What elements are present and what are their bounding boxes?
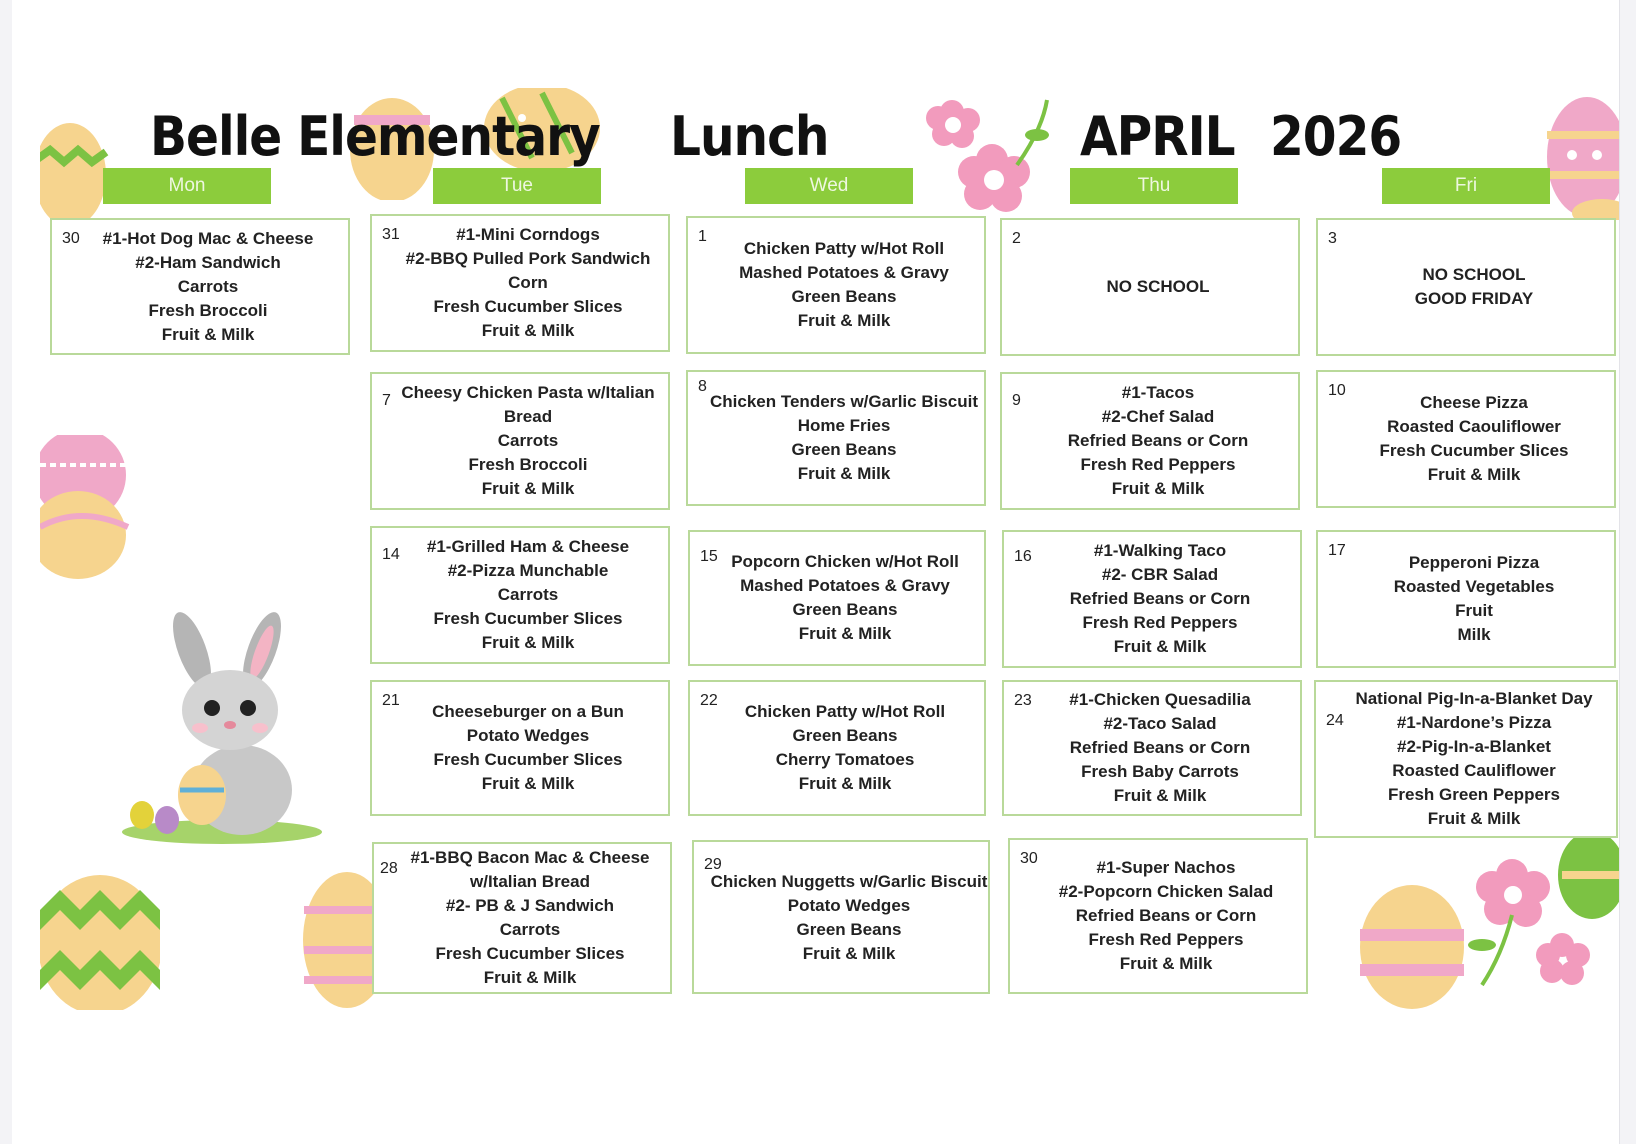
- day-cell: [686, 216, 986, 354]
- menu-item: Potato Wedges: [466, 726, 590, 745]
- menu-item: Refried Beans or Corn: [1069, 738, 1251, 757]
- menu-item: #1-Chicken Quesadilia: [1069, 690, 1251, 709]
- menu-item: #1-Walking Taco: [1093, 541, 1227, 560]
- menu-item: Fruit & Milk: [481, 321, 575, 340]
- menu-item: Carrots: [497, 431, 559, 450]
- menu-item: Fruit & Milk: [1427, 809, 1521, 828]
- date-number: 8: [698, 378, 707, 395]
- menu-items: [1010, 840, 1306, 992]
- menu-item: Carrots: [499, 920, 561, 939]
- day-cell: [692, 840, 990, 994]
- menu-item: Green Beans: [791, 440, 897, 459]
- menu-item: Chicken Nuggetts w/Garlic Biscuit: [710, 872, 988, 891]
- date-number: 14: [382, 546, 400, 563]
- menu-item: #2-Taco Salad: [1103, 714, 1217, 733]
- menu-item: Popcorn Chicken w/Hot Roll: [731, 552, 959, 571]
- menu-item: Roasted Vegetables: [1393, 577, 1555, 596]
- menu-item: #2- CBR Salad: [1101, 565, 1219, 584]
- day-cell: [372, 842, 672, 994]
- easter-egg-icon: [40, 870, 160, 1010]
- day-cell: [50, 218, 350, 355]
- menu-item: #2-Ham Sandwich: [135, 252, 281, 272]
- menu-item: Fruit & Milk: [1111, 479, 1205, 498]
- month-title: APRIL: [1080, 105, 1235, 168]
- menu-item: Refried Beans or Corn: [1067, 431, 1249, 450]
- menu-item: Fruit & Milk: [1113, 786, 1207, 805]
- menu-item: National Pig-In-a-Blanket Day: [1355, 689, 1593, 708]
- menu-item: Green Beans: [792, 726, 898, 745]
- menu-item: #1-Hot Dog Mac & Cheese: [102, 228, 314, 248]
- menu-items: [690, 532, 984, 664]
- day-cell: [370, 372, 670, 510]
- menu-item: Green Beans: [791, 287, 897, 306]
- day-cell: [1316, 218, 1616, 356]
- day-header-mon: Mon: [103, 168, 271, 204]
- menu-items: [694, 842, 988, 992]
- day-cell: [1002, 680, 1302, 816]
- menu-item: #2-Pig-In-a-Blanket: [1397, 737, 1551, 756]
- menu-item: Fruit & Milk: [161, 324, 255, 344]
- holiday-notice: GOOD FRIDAY: [1414, 289, 1534, 308]
- menu-items: [372, 374, 668, 508]
- date-number: 23: [1014, 692, 1032, 709]
- easter-egg-icon: [1357, 885, 1467, 1010]
- day-cell: [370, 680, 670, 816]
- notice: [1318, 220, 1614, 354]
- menu-item: Fresh Cucumber Slices: [433, 297, 623, 316]
- menu-items: [372, 528, 668, 662]
- easter-egg-icon: [40, 435, 140, 580]
- easter-egg-icon: [1542, 95, 1622, 220]
- year-title: 2026: [1270, 105, 1402, 168]
- menu-item: Home Fries: [797, 416, 891, 435]
- menu-item: Fruit & Milk: [1119, 954, 1213, 973]
- menu-item: Fruit & Milk: [483, 968, 577, 987]
- menu-item: Carrots: [497, 585, 559, 604]
- menu-item: Cheese Pizza: [1420, 393, 1528, 412]
- date-number: 24: [1326, 712, 1344, 729]
- menu-item: Fresh Red Peppers: [1080, 455, 1236, 474]
- easter-egg-icon: [40, 120, 110, 230]
- menu-item: Fruit & Milk: [798, 624, 892, 643]
- menu-items: [1318, 372, 1614, 506]
- day-cell: [1316, 530, 1616, 668]
- date-number: 17: [1328, 542, 1346, 559]
- bunny-with-egg-icon: [112, 610, 322, 845]
- menu-item: Fresh Green Peppers: [1388, 785, 1560, 804]
- menu-item: Roasted Caouliflower: [1387, 417, 1561, 436]
- menu-item: #1-BBQ Bacon Mac & Cheese: [410, 848, 650, 867]
- menu-items: [688, 218, 984, 352]
- date-number: 28: [380, 860, 398, 877]
- date-number: 7: [382, 392, 391, 409]
- menu-item: Fresh Broccoli: [468, 455, 588, 474]
- menu-item: Fruit & Milk: [798, 774, 892, 793]
- menu-item: Carrots: [177, 276, 239, 296]
- menu-item: Green Beans: [796, 920, 902, 939]
- no-school-notice: NO SCHOOL: [1422, 265, 1526, 284]
- menu-item: Fresh Cucumber Slices: [435, 944, 625, 963]
- menu-item: #2- PB & J Sandwich: [445, 896, 615, 915]
- menu-item: Milk: [1457, 625, 1491, 644]
- menu-item: #2-Chef Salad: [1101, 407, 1215, 426]
- date-number: 2: [1012, 230, 1021, 247]
- date-number: 30: [62, 230, 80, 247]
- meal-title: Lunch: [670, 105, 829, 168]
- page-edge: [1619, 0, 1636, 1144]
- menu-item: Corn: [508, 273, 548, 292]
- date-number: 31: [382, 226, 400, 243]
- menu-item: #1-Grilled Ham & Cheese: [426, 537, 630, 556]
- menu-items: [690, 682, 984, 814]
- menu-item: Fresh Baby Carrots: [1081, 762, 1239, 781]
- menu-items: [1318, 532, 1614, 666]
- day-cell: [1000, 218, 1300, 356]
- day-header-wed: Wed: [745, 168, 913, 204]
- menu-item: Fruit & Milk: [1113, 637, 1207, 656]
- menu-item: Bread: [503, 407, 553, 426]
- menu-item: #2-Popcorn Chicken Salad: [1058, 882, 1274, 901]
- menu-item: Chicken Tenders w/Garlic Biscuit: [710, 392, 978, 411]
- menu-item: Fruit & Milk: [1427, 465, 1521, 484]
- menu-item: Fruit & Milk: [802, 944, 896, 963]
- menu-items: [372, 216, 668, 350]
- menu-item: Refried Beans or Corn: [1075, 906, 1257, 925]
- date-number: 29: [704, 856, 722, 873]
- menu-item: Fruit & Milk: [481, 633, 575, 652]
- menu-items: [52, 220, 348, 353]
- menu-sheet: [12, 0, 1632, 1144]
- menu-item: Fresh Red Peppers: [1088, 930, 1244, 949]
- date-number: 15: [700, 548, 718, 565]
- date-number: 9: [1012, 392, 1021, 409]
- menu-items: [374, 844, 670, 992]
- menu-item: #2-BBQ Pulled Pork Sandwich: [405, 249, 651, 268]
- menu-items: [1316, 682, 1616, 836]
- menu-item: Fruit & Milk: [481, 479, 575, 498]
- date-number: 21: [382, 692, 400, 709]
- menu-item: #1-Super Nachos: [1096, 858, 1236, 877]
- menu-item: Pepperoni Pizza: [1408, 553, 1540, 572]
- menu-item: Refried Beans or Corn: [1069, 589, 1251, 608]
- menu-item: Fruit & Milk: [797, 311, 891, 330]
- day-cell: [1000, 372, 1300, 510]
- pink-flower-icon: [922, 90, 1062, 220]
- menu-items: [1002, 374, 1298, 508]
- menu-item: Fresh Red Peppers: [1082, 613, 1238, 632]
- menu-item: #2-Pizza Munchable: [447, 561, 609, 580]
- menu-items: [372, 682, 668, 814]
- notice: [1002, 220, 1298, 354]
- menu-item: #1-Tacos: [1121, 383, 1195, 402]
- day-header-tue: Tue: [433, 168, 601, 204]
- day-cell: [686, 370, 986, 506]
- menu-item: Cheesy Chicken Pasta w/Italian: [401, 383, 655, 402]
- day-cell: [1002, 530, 1302, 668]
- menu-item: Fruit & Milk: [797, 464, 891, 483]
- day-cell: [1316, 370, 1616, 508]
- day-cell: [1314, 680, 1618, 838]
- menu-items: [688, 372, 984, 504]
- menu-item: Fresh Broccoli: [148, 300, 268, 320]
- day-header-thu: Thu: [1070, 168, 1238, 204]
- pink-flower-icon: [1462, 835, 1622, 1005]
- menu-item: Roasted Cauliflower: [1392, 761, 1556, 780]
- day-cell: [688, 530, 986, 666]
- menu-items: [1004, 532, 1300, 666]
- menu-item: Fresh Cucumber Slices: [433, 609, 623, 628]
- day-cell: [688, 680, 986, 816]
- day-cell: [1008, 838, 1308, 994]
- menu-item: Chicken Patty w/Hot Roll: [743, 239, 945, 258]
- menu-item: Fruit & Milk: [481, 774, 575, 793]
- date-number: 16: [1014, 548, 1032, 565]
- menu-item: #1-Mini Corndogs: [456, 225, 600, 244]
- menu-item: Mashed Potatoes & Gravy: [739, 263, 949, 282]
- menu-item: Fresh Cucumber Slices: [1379, 441, 1569, 460]
- menu-item: Cherry Tomatoes: [775, 750, 915, 769]
- school-title: Belle Elementary: [150, 105, 600, 168]
- date-number: 30: [1020, 850, 1038, 867]
- no-school-notice: NO SCHOOL: [1106, 277, 1210, 296]
- date-number: 3: [1328, 230, 1337, 247]
- menu-item: Cheeseburger on a Bun: [432, 702, 624, 721]
- day-header-fri: Fri: [1382, 168, 1550, 204]
- menu-item: Fruit: [1455, 601, 1493, 620]
- date-number: 1: [698, 228, 707, 245]
- menu-item: Potato Wedges: [787, 896, 911, 915]
- menu-item: #1-Nardone’s Pizza: [1396, 713, 1552, 732]
- date-number: 22: [700, 692, 718, 709]
- day-cell: [370, 526, 670, 664]
- menu-items: [1004, 682, 1300, 814]
- menu-item: Green Beans: [792, 600, 898, 619]
- easter-egg-icon: [302, 870, 382, 1010]
- menu-item: Fresh Cucumber Slices: [433, 750, 623, 769]
- date-number: 10: [1328, 382, 1346, 399]
- menu-item: Mashed Potatoes & Gravy: [740, 576, 950, 595]
- menu-item: w/Italian Bread: [470, 872, 590, 891]
- day-cell: [370, 214, 670, 352]
- menu-item: Chicken Patty w/Hot Roll: [744, 702, 946, 721]
